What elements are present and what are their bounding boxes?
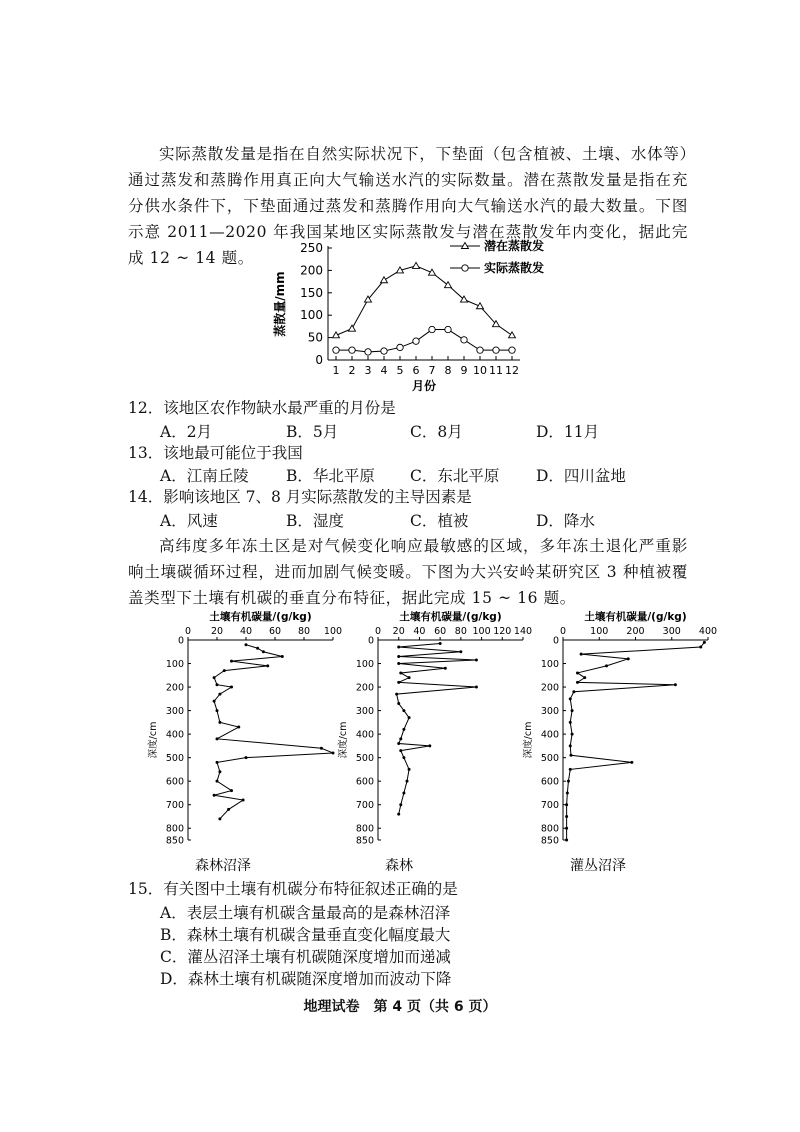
carbon-data-point xyxy=(674,683,677,686)
legend-marker-circle xyxy=(462,265,468,271)
y-tick-label: 100 xyxy=(355,659,374,671)
carbon-data-point xyxy=(230,686,233,689)
x-tick-label: 40 xyxy=(239,626,253,637)
y-tick-label: 0 xyxy=(552,635,559,647)
carbon-data-point xyxy=(583,676,586,679)
y-tick-label: 250 xyxy=(300,241,323,255)
x-tick-label: 300 xyxy=(662,626,681,637)
carbon-data-point xyxy=(399,749,402,752)
y-tick-label: 0 xyxy=(177,635,184,647)
question-15-options xyxy=(160,902,451,990)
carbon-data-point xyxy=(397,742,400,745)
carbon-data-point xyxy=(459,650,462,653)
x-tick-label: 4 xyxy=(380,364,388,377)
evapotranspiration-chart-svg xyxy=(270,240,550,400)
carbon-data-point xyxy=(399,737,402,740)
carbon-data-point xyxy=(256,647,259,650)
question-15-option-c[interactable]: C．灌丛沼泽土壤有机碳随深度增加而递减 xyxy=(160,948,451,966)
carbon-profile-line xyxy=(397,644,477,815)
y-tick-label: 100 xyxy=(300,308,323,323)
carbon-data-point xyxy=(266,664,269,667)
y-axis-label: 深度/cm xyxy=(523,721,534,759)
y-tick-label: 500 xyxy=(540,753,559,765)
x-tick-label: 100 xyxy=(590,626,609,637)
carbon-data-point xyxy=(630,761,633,764)
data-point-circle xyxy=(509,347,515,353)
y-tick-label: 600 xyxy=(540,776,559,788)
question-12-option-a[interactable]: A．2月 xyxy=(160,423,213,441)
soil-carbon-charts-svg xyxy=(148,608,718,878)
question-12-option-d[interactable]: D．11月 xyxy=(536,423,600,441)
carbon-data-point xyxy=(230,789,233,792)
y-tick-label: 600 xyxy=(355,776,374,788)
intro-paragraph-1: 实际蒸散发量是指在自然实际状况下，下垫面（包含植被、土壤、水体等）通过蒸发和蒸腾作用真正向大气输送水汽的实际数量。潜在蒸散发量是指在充分供水条件下，下垫面通过蒸发和蒸腾作用向大气输送水汽的最大数量。下图示意 2011—2020 年我国某地区实际蒸散发与潜在蒸散发年内变化，据此完成 12 ~ 14 题。 xyxy=(128,145,688,267)
x-tick-label: 20 xyxy=(210,626,224,637)
data-point-triangle xyxy=(381,277,388,283)
y-tick-label: 50 xyxy=(307,330,323,345)
question-13-option-c[interactable]: C．东北平原 xyxy=(410,467,500,485)
y-tick-label: 150 xyxy=(300,285,323,300)
carbon-data-point xyxy=(216,683,219,686)
data-point-triangle xyxy=(413,262,420,268)
data-point-circle xyxy=(477,347,483,353)
carbon-data-point xyxy=(237,726,240,729)
carbon-data-point xyxy=(397,646,400,649)
data-point-circle xyxy=(397,344,403,350)
legend-label: 实际蒸散发 xyxy=(484,261,545,275)
x-tick-label: 100 xyxy=(323,626,343,637)
y-tick-label: 0 xyxy=(315,353,323,367)
y-tick-label: 200 xyxy=(300,263,323,278)
carbon-data-point xyxy=(408,716,411,719)
carbon-data-point xyxy=(571,733,574,736)
panel-caption: 森林沼泽 xyxy=(195,858,251,874)
carbon-data-point xyxy=(572,690,575,693)
carbon-data-point xyxy=(605,664,608,667)
question-14-option-c[interactable]: C．植被 xyxy=(410,512,469,530)
y-tick-label: 400 xyxy=(540,729,559,741)
panel-title: 土壤有机碳量/(g/kg) xyxy=(399,611,502,623)
carbon-data-point xyxy=(571,709,574,712)
carbon-data-point xyxy=(216,709,219,712)
carbon-data-point xyxy=(408,676,411,679)
carbon-data-point xyxy=(320,747,323,750)
x-tick-label: 120 xyxy=(493,626,512,637)
panel-caption: 森林 xyxy=(385,858,413,874)
carbon-data-point xyxy=(406,780,409,783)
x-tick-label: 400 xyxy=(698,626,718,637)
carbon-data-point xyxy=(408,768,411,771)
carbon-data-point xyxy=(565,839,568,842)
y-tick-label: 850 xyxy=(165,835,184,847)
y-tick-label: 300 xyxy=(540,706,559,718)
y-tick-label: 500 xyxy=(165,753,184,765)
question-13-option-a[interactable]: A．江南丘陵 xyxy=(160,467,249,485)
question-12-option-c[interactable]: C．8月 xyxy=(410,423,463,441)
y-tick-label: 200 xyxy=(165,682,184,694)
data-point-circle xyxy=(493,347,499,353)
carbon-data-point xyxy=(402,709,405,712)
x-tick-label: 5 xyxy=(396,364,404,377)
data-point-circle xyxy=(365,349,371,355)
question-14-option-d[interactable]: D．降水 xyxy=(536,512,595,530)
carbon-data-point xyxy=(703,641,706,644)
x-tick-label: 40 xyxy=(413,626,426,637)
carbon-data-point xyxy=(428,744,431,747)
y-tick-label: 0 xyxy=(367,635,374,647)
x-tick-label: 60 xyxy=(434,626,447,637)
x-tick-label: 12 xyxy=(505,364,519,377)
carbon-profile-line xyxy=(214,645,333,819)
x-tick-label: 7 xyxy=(428,364,436,377)
y-tick-label: 800 xyxy=(355,823,374,835)
question-15-option-d[interactable]: D．森林土壤有机碳随深度增加而波动下降 xyxy=(160,970,452,988)
intro-paragraph-2: 高纬度多年冻土区是对气候变化响应最敏感的区域，多年冻土退化严重影响土壤碳循环过程，进而加剧气候变暖。下图为大兴安岭某研究区 3 种植被覆盖类型下土壤有机碳的垂直分布特征，据此完成 15 ~ 16 题。 xyxy=(128,537,688,607)
data-point-triangle xyxy=(509,332,516,338)
carbon-data-point xyxy=(216,737,219,740)
carbon-data-point xyxy=(213,700,216,703)
x-tick-label: 0 xyxy=(184,626,192,637)
carbon-data-point xyxy=(402,791,405,794)
carbon-data-point xyxy=(397,662,400,665)
x-tick-label: 140 xyxy=(513,626,533,637)
question-13-option-d[interactable]: D．四川盆地 xyxy=(536,467,626,485)
y-tick-label: 700 xyxy=(165,800,184,812)
carbon-data-point xyxy=(242,799,245,802)
x-axis-label: 月份 xyxy=(411,379,437,393)
carbon-data-point xyxy=(213,676,216,679)
carbon-data-point xyxy=(230,660,233,663)
y-tick-label: 100 xyxy=(540,659,559,671)
carbon-data-point xyxy=(397,655,400,658)
carbon-data-point xyxy=(569,768,572,771)
question-14-option-b[interactable]: B．湿度 xyxy=(286,512,344,530)
carbon-data-point xyxy=(444,667,447,670)
question-14-stem: 14．影响该地区 7、8 月实际蒸散发的主导因素是 xyxy=(128,488,472,506)
data-point-circle xyxy=(381,348,387,354)
carbon-data-point xyxy=(245,756,248,759)
carbon-data-point xyxy=(576,681,579,684)
carbon-data-point xyxy=(475,686,478,689)
carbon-data-point xyxy=(565,815,568,818)
x-tick-label: 100 xyxy=(472,626,491,637)
carbon-data-point xyxy=(569,721,572,724)
y-axis-label: 深度/cm xyxy=(338,721,349,759)
carbon-data-point xyxy=(569,697,572,700)
carbon-profile-line xyxy=(567,642,705,840)
carbon-data-point xyxy=(627,657,630,660)
question-12-option-b[interactable]: B．5月 xyxy=(286,423,339,441)
evapotranspiration-chart xyxy=(270,240,550,400)
y-tick-label: 800 xyxy=(540,823,559,835)
x-tick-label: 0 xyxy=(374,626,382,637)
data-point-triangle xyxy=(445,282,452,288)
carbon-data-point xyxy=(569,754,572,757)
data-point-circle xyxy=(413,338,419,344)
y-tick-label: 500 xyxy=(355,753,374,765)
data-point-circle xyxy=(429,326,435,332)
carbon-data-point xyxy=(245,643,248,646)
y-tick-label: 800 xyxy=(165,823,184,835)
data-point-triangle xyxy=(349,325,356,331)
x-tick-label: 2 xyxy=(348,364,356,377)
carbon-data-point xyxy=(580,653,583,656)
y-tick-label: 700 xyxy=(355,800,374,812)
x-tick-label: 3 xyxy=(364,364,372,377)
carbon-data-point xyxy=(565,827,568,830)
carbon-data-point xyxy=(216,761,219,764)
carbon-data-point xyxy=(699,646,702,649)
y-axis-label: 蒸散量/mm xyxy=(273,271,287,337)
carbon-data-point xyxy=(395,693,398,696)
question-14-option-a[interactable]: A．风速 xyxy=(160,512,218,530)
carbon-data-point xyxy=(569,744,572,747)
question-15-stem: 15．有关图中土壤有机碳分布特征叙述正确的是 xyxy=(128,880,458,898)
panel-caption: 灌丛沼泽 xyxy=(570,858,626,874)
y-tick-label: 100 xyxy=(165,659,184,671)
carbon-data-point xyxy=(397,813,400,816)
question-13-option-b[interactable]: B．华北平原 xyxy=(286,467,375,485)
carbon-data-point xyxy=(475,659,478,662)
carbon-data-point xyxy=(565,803,568,806)
carbon-data-point xyxy=(397,681,400,684)
x-tick-label: 20 xyxy=(392,626,405,637)
x-tick-label: 10 xyxy=(473,364,487,377)
panel-title: 土壤有机碳量/(g/kg) xyxy=(209,611,312,623)
data-point-circle xyxy=(445,326,451,332)
series-line xyxy=(336,266,512,335)
carbon-data-point xyxy=(402,728,405,731)
carbon-data-point xyxy=(566,791,569,794)
carbon-data-point xyxy=(567,780,570,783)
carbon-data-point xyxy=(227,808,230,811)
x-tick-label: 60 xyxy=(268,626,282,637)
y-tick-label: 300 xyxy=(355,706,374,718)
x-tick-label: 80 xyxy=(454,626,467,637)
carbon-data-point xyxy=(216,780,219,783)
carbon-data-point xyxy=(218,770,221,773)
carbon-data-point xyxy=(218,693,221,696)
question-15-option-a[interactable]: A．表层土壤有机碳含量最高的是森林沼泽 xyxy=(160,904,451,922)
x-tick-label: 9 xyxy=(460,364,468,377)
carbon-data-point xyxy=(332,751,335,754)
y-tick-label: 300 xyxy=(165,706,184,718)
x-tick-label: 6 xyxy=(412,364,420,377)
data-point-circle xyxy=(333,347,339,353)
y-tick-label: 400 xyxy=(355,729,374,741)
carbon-data-point xyxy=(262,650,265,653)
carbon-data-point xyxy=(218,721,221,724)
x-tick-label: 1 xyxy=(332,364,340,377)
carbon-data-point xyxy=(218,817,221,820)
y-tick-label: 400 xyxy=(165,729,184,741)
carbon-data-point xyxy=(399,671,402,674)
data-point-circle xyxy=(461,337,467,343)
carbon-data-point xyxy=(281,655,284,658)
carbon-data-point xyxy=(213,794,216,797)
x-tick-label: 0 xyxy=(559,626,567,637)
question-15-option-b[interactable]: B．森林土壤有机碳含量垂直变化幅度最大 xyxy=(160,926,451,944)
y-tick-label: 850 xyxy=(355,835,374,847)
page-footer: 地理试卷 第 4 页（共 6 页） xyxy=(303,999,497,1015)
panel-title: 土壤有机碳量/(g/kg) xyxy=(584,611,687,623)
carbon-data-point xyxy=(439,642,442,645)
soil-carbon-charts xyxy=(148,608,718,878)
y-tick-label: 700 xyxy=(540,800,559,812)
y-tick-label: 600 xyxy=(165,776,184,788)
series-line xyxy=(336,330,512,352)
carbon-data-point xyxy=(223,669,226,672)
question-12-stem: 12．该地区农作物缺水最严重的月份是 xyxy=(128,399,396,417)
x-tick-label: 80 xyxy=(297,626,311,637)
y-tick-label: 850 xyxy=(540,835,559,847)
y-axis-label: 深度/cm xyxy=(148,721,159,759)
y-tick-label: 200 xyxy=(540,682,559,694)
x-tick-label: 200 xyxy=(626,626,645,637)
x-tick-label: 11 xyxy=(489,364,503,377)
legend-label: 潜在蒸散发 xyxy=(484,239,545,253)
carbon-data-point xyxy=(399,803,402,806)
carbon-data-point xyxy=(402,756,405,759)
data-point-circle xyxy=(349,347,355,353)
carbon-data-point xyxy=(397,702,400,705)
carbon-data-point xyxy=(576,671,579,674)
y-tick-label: 200 xyxy=(355,682,374,694)
question-13-stem: 13．该地最可能位于我国 xyxy=(128,444,303,462)
x-tick-label: 8 xyxy=(444,364,452,377)
